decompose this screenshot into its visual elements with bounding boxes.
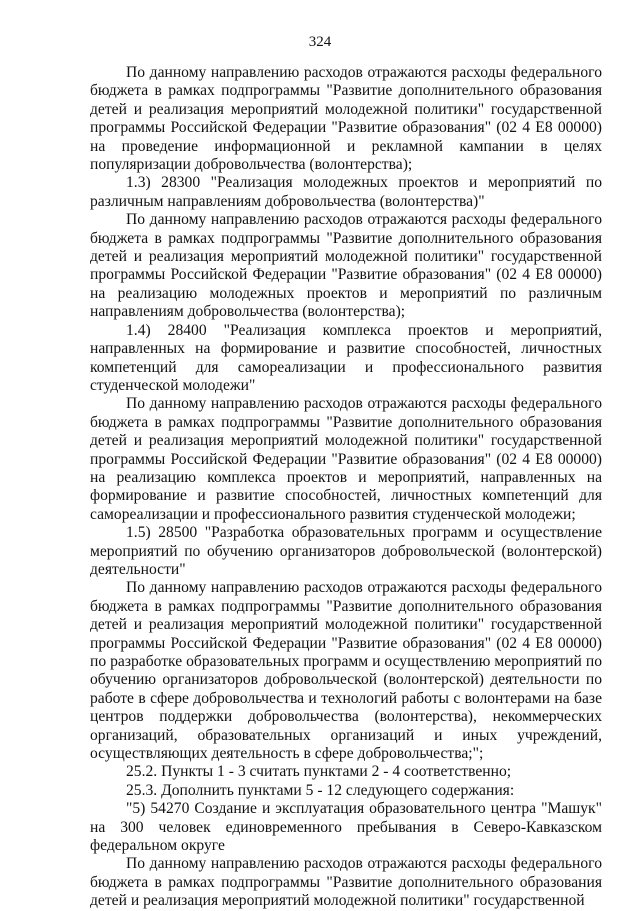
paragraph: По данному направлению расходов отражаются расходы федерального бюджета в рамках подпрограммы "Развитие дополнительного образования детей и реализация мероприятий молодежной политики" государственной программы Российской Федерации "Развитие образования" (02 4 Е8 00000) на проведение информационной и рекламной кампании в целях популяризации добровольчества (волонтерства); bbox=[90, 64, 602, 174]
paragraph: По данному направлению расходов отражаются расходы федерального бюджета в рамках подпрограммы "Развитие дополнительного образования детей и реализация мероприятий молодежной политики" государственной bbox=[90, 855, 602, 910]
paragraph: "5) 54270 Создание и эксплуатация образовательного центра "Машук" на 300 человек единовременного пребывания в Северо-Кавказском федеральном округе bbox=[90, 800, 602, 855]
paragraph: 1.4) 28400 "Реализация комплекса проектов и мероприятий, направленных на формирование и развитие способностей, личностных компетенций для самореализации и профессионального развития студенческой молодежи" bbox=[90, 321, 602, 394]
paragraph: 25.2. Пункты 1 - 3 считать пунктами 2 - 4 соответственно; bbox=[126, 763, 512, 781]
paragraph: По данному направлению расходов отражаются расходы федерального бюджета в рамках подпрограммы "Развитие дополнительного образования детей и реализация мероприятий молодежной политики" государственной программы Российской Федерации "Развитие образования" (02 4 Е8 00000) на реализацию молодежных проектов и мероприятий по различным направлениям добровольчества (волонтерства); bbox=[90, 211, 602, 321]
paragraph: По данному направлению расходов отражаются расходы федерального бюджета в рамках подпрограммы "Развитие дополнительного образования детей и реализация мероприятий молодежной политики" государственной программы Российской Федерации "Развитие образования" (02 4 Е8 00000) по разработке образовательных программ и осуществлению мероприятий по обучению организаторов добровольческой (волонтерской) деятельности по работе в сфере добровольчества и технологий работы с волонтерами на базе центров поддержки добровольчества (волонтерства), некоммерческих организаций, образовательных организаций и иных учреждений, осуществляющих деятельность в сфере добровольчества;"; bbox=[90, 579, 602, 763]
document-body bbox=[90, 64, 602, 911]
paragraph: 25.3. Дополнить пунктами 5 - 12 следующего содержания: bbox=[126, 781, 515, 799]
paragraph: По данному направлению расходов отражаются расходы федерального бюджета в рамках подпрограммы "Развитие дополнительного образования детей и реализация мероприятий молодежной политики" государственной программы Российской Федерации "Развитие образования" (02 4 Е8 00000) на реализацию комплекса проектов и мероприятий, направленных на формирование и развитие способностей, личностных компетенций для самореализации и профессионального развития студенческой молодежи; bbox=[90, 395, 602, 523]
paragraph: 1.5) 28500 "Разработка образовательных программ и осуществление мероприятий по обучению организаторов добровольческой (волонтерской) деятельности" bbox=[90, 524, 602, 578]
paragraph: 1.3) 28300 "Реализация молодежных проектов и мероприятий по различным направлениям добровольчества (волонтерства)" bbox=[90, 174, 602, 210]
page-number: 324 bbox=[308, 34, 332, 50]
